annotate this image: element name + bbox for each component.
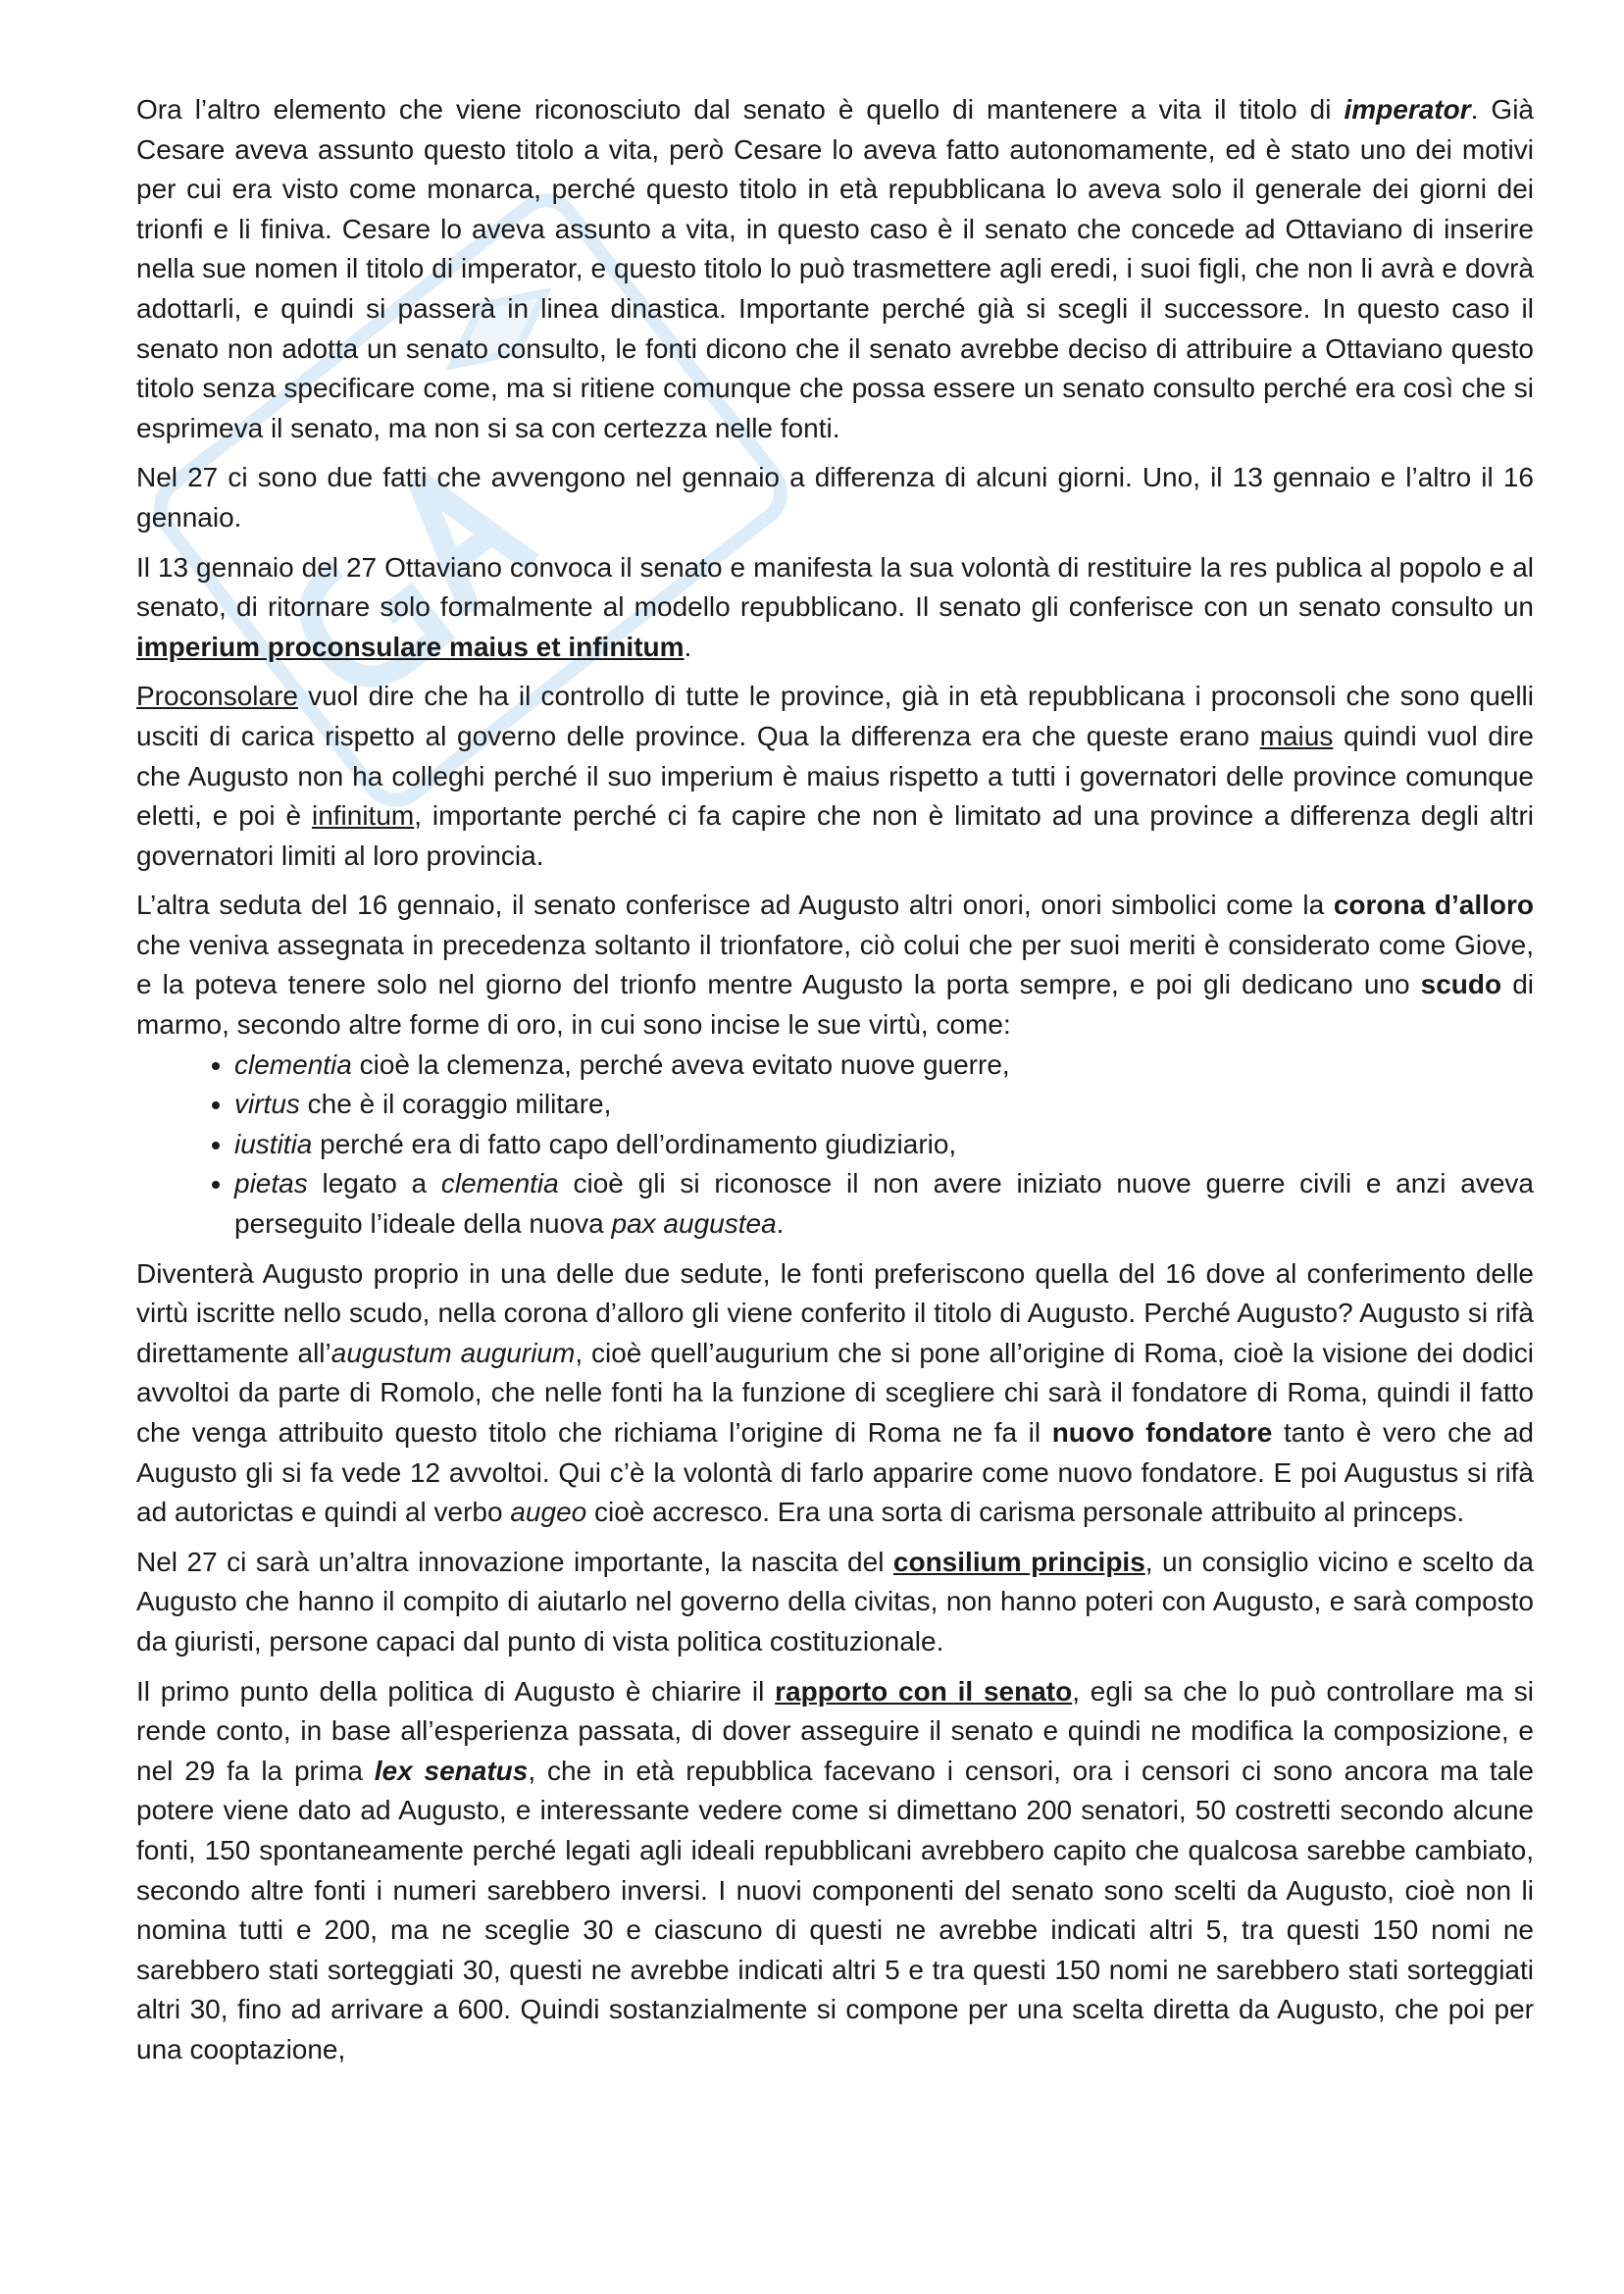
text-run: cioè accresco. Era una sorta di carisma personale attribuito al princeps.	[586, 1497, 1465, 1528]
term-rapporto-senato: rapporto con il senato	[775, 1675, 1073, 1707]
virtue-term: virtus	[234, 1089, 300, 1120]
text-run: che veniva assegnata in precedenza soltanto il trionfatore, ciò colui che per suoi meriti è considerato come Giove, e la poteva tenere solo nel giorno del trionfo mentre Augusto la porta sempre, e poi gli dedicano uno	[136, 929, 1534, 1000]
paragraph-proconsolare	[136, 677, 1534, 876]
text-run: , egli sa che lo può controllare ma si rende conto, in base all’esperienza passata, di dover asseguire il senato e quindi ne modifica la composizione, e nel 29 fa la prima	[136, 1675, 1534, 1786]
list-item	[234, 1125, 1534, 1165]
virtue-term: clementia	[234, 1048, 352, 1080]
text-run: di marmo, secondo altre forme di oro, in cui sono incise le sue virtù, come:	[136, 969, 1534, 1041]
text-run: . Già Cesare aveva assunto questo titolo a vita, però Cesare lo aveva fatto autonomamente, ed è stato uno dei motivi per cui era visto come monarca, perché questo titolo in età repubblicana lo aveva solo il generale dei giorni dei trionfi e li finiva. Cesare lo aveva assunto a vita, in questo caso è il senato che concede ad Ottaviano di inserire nella sue nomen il titolo di imperator, e questo titolo lo può trasmettere agli eredi, i suoi figli, che non li avrà e dovrà adottarli, e quindi si passerà in linea dinastica. Importante perché già si scegli il successore. In questo caso il senato non adotta un senato consulto, le fonti dicono che il senato avrebbe deciso di attribuire a Ottaviano questo titolo senza specificare come, ma si ritiene comunque che possa essere un senato consulto perché era così che si esprimeva il senato, ma non si sa con certezza nelle fonti.	[136, 94, 1534, 443]
term-corona: corona d’alloro	[1333, 890, 1534, 921]
text-run: , che in età repubblica facevano i censori, ora i censori ci sono ancora ma tale potere viene dato ad Augusto, e interessante vedere come si dimettano 200 senatori, 50 costretti secondo alcune fonti, 150 spontaneamente perché legati agli ideali repubblicani avrebbero capito che qualcosa sarebbe cambiato, secondo altre fonti i numeri sarebbero inversi. I nuovi componenti del senato sono scelti da Augusto, cioè non li nomina tutti e 200, ma ne sceglie 30 e ciascuno di questi ne avrebbe indicati altri 5, tra questi 150 nomi ne sarebbero stati sorteggiati 30, questi ne avrebbe indicati altri 5 e tra questi 150 nomi ne sarebbero stati sorteggiati altri 30, fino ad arrivare a 600. Quindi sostanzialmente si compone per una scelta diretta da Augusto, che poi per una cooptazione,	[136, 1755, 1534, 2065]
text-run: Nel 27 ci sarà un’altra innovazione importante, la nascita del	[136, 1546, 893, 1577]
text-run: legato a	[307, 1168, 441, 1199]
text-run: , importante perché ci fa capire che non è limitato ad una province a differenza degli altri governatori limiti al loro provincia.	[136, 800, 1534, 871]
text-run: Ora l’altro elemento che viene riconosciuto dal senato è quello di mantenere a vita il titolo di	[136, 94, 1345, 125]
term-maius: maius	[1259, 720, 1334, 751]
text-run: , cioè quell’augurium che si pone all’origine di Roma, cioè la visione dei dodici avvoltoi da parte di Romolo, che nelle fonti ha la funzione di scegliere chi sarà il fondatore di Roma, quindi il fatto che venga attribuito questo titolo che richiama l’origine di Roma ne fa il	[136, 1337, 1534, 1448]
term-pax-augustea: pax augustea	[611, 1208, 777, 1240]
virtue-term: clementia	[440, 1168, 559, 1199]
text-run: cioè la clemenza, perché aveva evitato nuove guerre,	[351, 1048, 1010, 1080]
term-nuovo-fondatore: nuovo fondatore	[1051, 1417, 1273, 1448]
term-infinitum: infinitum	[311, 800, 415, 832]
term-lex-senatus: lex senatus	[374, 1755, 529, 1786]
text-run: perché era di fatto capo dell’ordinamento giudiziario,	[312, 1128, 957, 1159]
list-item	[234, 1164, 1534, 1244]
paragraph-13-gennaio	[136, 548, 1534, 668]
text-run: che è il coraggio militare,	[299, 1089, 612, 1120]
text-run: L’altra seduta del 16 gennaio, il senato conferisce ad Augusto altri onori, onori simbolici come la	[136, 890, 1334, 921]
text-run: quindi vuol dire che Augusto non ha colleghi perché il suo imperium è maius rispetto a tutti i governatori delle province comunque eletti, e poi è	[136, 720, 1534, 832]
term-augeo: augeo	[510, 1497, 587, 1528]
text-run: Diventerà Augusto proprio in una delle due sedute, le fonti preferiscono quella del 16 dove al conferimento delle virtù iscritte nello scudo, nella corona d’alloro gli viene conferito il titolo di Augusto. Perché Augusto? Augusto si rifà direttamente all’	[136, 1257, 1534, 1368]
text-run: Il 13 gennaio del 27 Ottaviano convoca il senato e manifesta la sua volontà di restituire la res publica al popolo e al senato, di ritornare solo formalmente al modello repubblicano. Il senato gli conferisce con un senato consulto un	[136, 551, 1534, 623]
paragraph-27-gennaio: Nel 27 ci sono due fatti che avvengono nel gennaio a differenza di alcuni giorni. Uno, il 13 gennaio e l’altro il 16 gennaio.	[136, 462, 1534, 533]
text-run: cioè gli si riconosce il non avere iniziato nuove guerre civili e anzi aveva perseguito l’ideale della nuova	[234, 1168, 1535, 1240]
term-consilium-principis: consilium principis	[892, 1546, 1145, 1577]
document-body	[136, 90, 1534, 2080]
text-run: Il primo punto della politica di Augusto è chiarire il	[136, 1675, 776, 1707]
paragraph-senato	[136, 1672, 1534, 2070]
virtue-term: pietas	[234, 1168, 308, 1199]
term-augurium: augustum augurium	[330, 1337, 576, 1368]
virtue-term: iustitia	[234, 1128, 313, 1159]
text-run: .	[776, 1208, 785, 1240]
virtues-list	[136, 1045, 1534, 1245]
term-scudo: scudo	[1420, 969, 1502, 1000]
paragraph-consilium	[136, 1543, 1534, 1662]
paragraph-augusto	[136, 1254, 1534, 1533]
text-run: vuol dire che ha il controllo di tutte le province, già in età repubblicana i proconsoli che sono quelli usciti di carica rispetto al governo delle province. Qua la differenza era che queste erano	[136, 681, 1534, 751]
paragraph-imperator	[136, 90, 1534, 448]
list-item	[234, 1085, 1534, 1125]
term-imperium: imperium proconsulare maius et infinitum	[136, 631, 685, 662]
text-run: tanto è vero che ad Augusto gli si fa vede 12 avvoltoi. Qui c’è la volontà di farlo apparire come nuovo fondatore. E poi Augustus si rifà ad autorictas e quindi al verbo	[136, 1417, 1534, 1528]
term-imperator: imperator	[1344, 94, 1471, 125]
text-run: , un consiglio vicino e scelto da Augusto che hanno il compito di aiutarlo nel governo della civitas, non hanno poteri con Augusto, e sarà composto da giuristi, persone capaci dal punto di vista politica costituzionale.	[136, 1546, 1534, 1657]
paragraph-16-gennaio	[136, 886, 1534, 1045]
term-proconsolare: Proconsolare	[136, 681, 298, 712]
list-item	[234, 1045, 1534, 1086]
text-run: .	[684, 631, 692, 662]
